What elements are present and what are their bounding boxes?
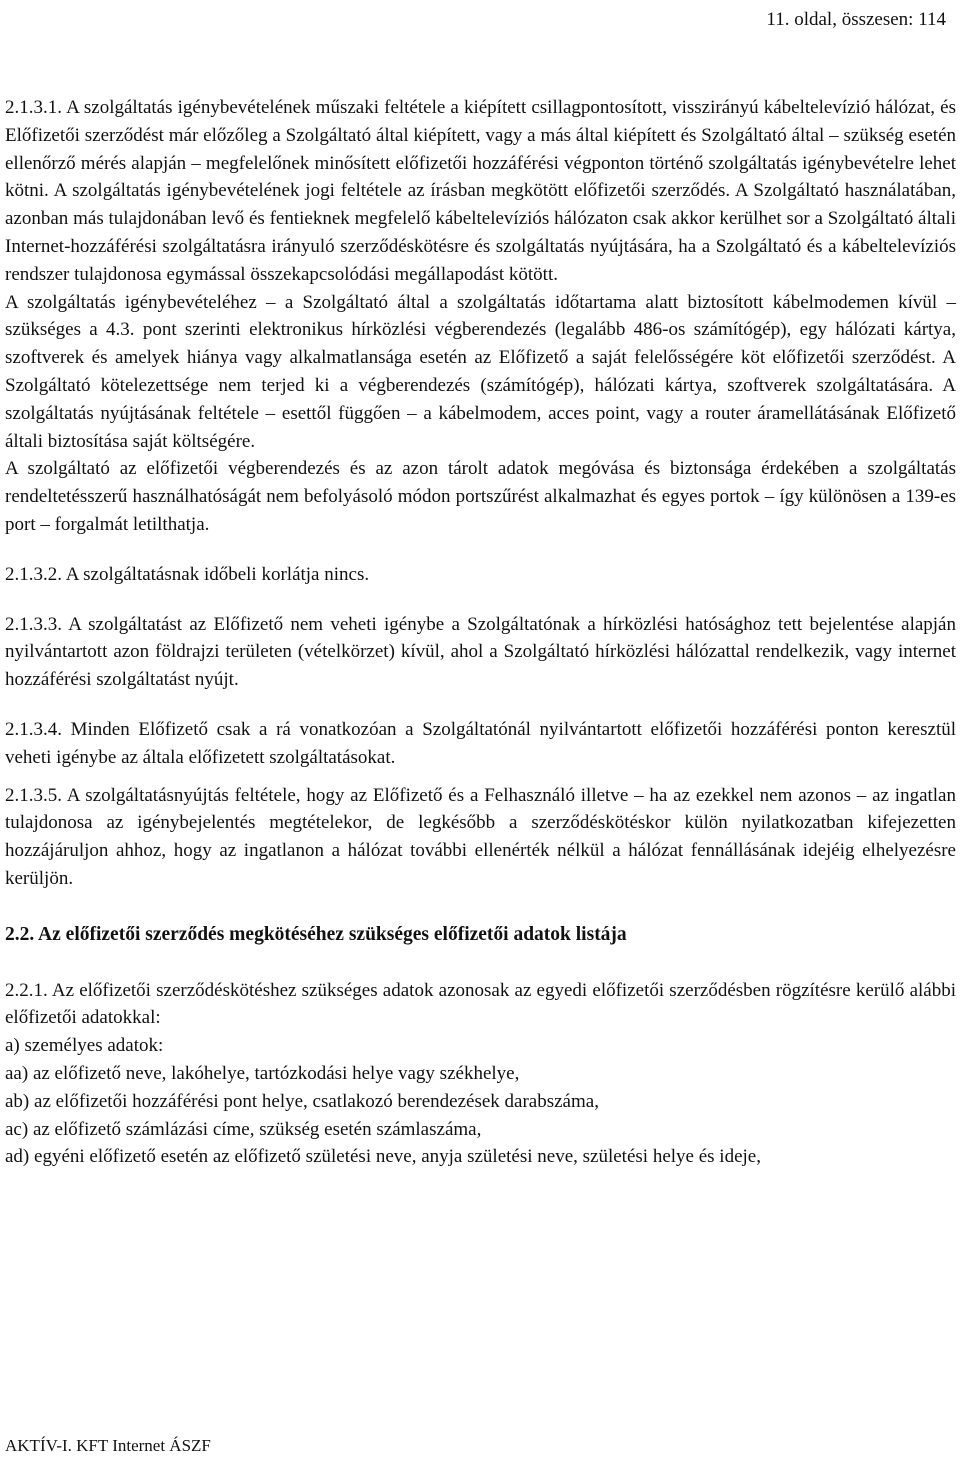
paragraph-2-1-3-1-port-filtering: A szolgáltató az előfizetői végberendezés és az azon tárolt adatok megóvása és biztonsága érdekében a szolgáltatás rendeltetésszerű használhatóságát nem befolyásoló módon portszűrést alkalmazhat és egyes portok – így különösen a 139-es port – forgalmát letilthatja. <box>5 458 956 535</box>
paragraph-2-1-3-1-requirements: A szolgáltatás igénybevételéhez – a Szolgáltató által a szolgáltatás időtartama alatt biztosított kábelmodemen kívül – szükséges a 4.3. pont szerinti elektronikus hírközlési végberendezés (legalább 486-os számítógép), egy hálózati kártya, szoftverek és amelyek hiánya vagy alkalmatlansága esetén az Előfizető a saját felelősségére köt előfizetői szerződést. A Szolgáltató kötelezettsége nem terjed ki a végberendezés (számítógép), hálózati kártya, szoftverek szolgáltatására. A szolgáltatás nyújtásának feltétele – esettől függően – a kábelmodem, acces point, vagy a router áramellátásának Előfizető általi biztosítása saját költségére. <box>5 291 956 452</box>
list-item-ad: ad) egyéni előfizető esetén az előfizető születési neve, anyja születési neve, születési helye és ideje, <box>5 1146 761 1168</box>
document-body <box>5 94 956 1171</box>
list-item-ac: ac) az előfizető számlázási címe, szükség esetén számlaszáma, <box>5 1118 482 1140</box>
list-item-a: a) személyes adatok: <box>5 1035 164 1057</box>
page-number: 11. oldal, összesen: 114 <box>766 9 946 30</box>
paragraph-2-1-3-2: 2.1.3.2. A szolgáltatásnak időbeli korlátja nincs. <box>5 563 370 585</box>
page-footer: AKTÍV-I. KFT Internet ÁSZF <box>5 1436 211 1455</box>
section-heading-2-2: 2.2. Az előfizetői szerződés megkötéséhez szükséges előfizetői adatok listája <box>5 923 627 945</box>
paragraph-2-1-3-5: 2.1.3.5. A szolgáltatásnyújtás feltétele, hogy az Előfizető és a Felhasználó illetve – ha az ezekkel nem azonos – az ingatlan tulajdonosa az igénybejelentés megtételekor, de legkésőbb a szerződéskötéskor külön nyilatkozatban kifejezetten hozzájáruljon ahhoz, hogy az ingatlanon a hálózat további ellenérték nélkül a hálózat fennállásának idejéig elhelyezésre kerüljön. <box>5 784 956 889</box>
paragraph-2-1-3-3: 2.1.3.3. A szolgáltatást az Előfizető nem veheti igénybe a Szolgáltatónak a hírközlési hatósághoz tett bejelentése alapján nyilvántartott azon földrajzi területen (vételkörzet) kívül, ahol a Szolgáltató hírközlési hálózattal rendelkezik, vagy internet hozzáférési szolgáltatást nyújt. <box>5 613 956 691</box>
list-item-aa: aa) az előfizető neve, lakóhelye, tartózkodási helye vagy székhelye, <box>5 1062 520 1084</box>
paragraph-2-2-1: 2.2.1. Az előfizetői szerződéskötéshez szükséges adatok azonosak az egyedi előfizetői szerződésben rögzítésre kerülő alábbi előfizetői adatokkal: <box>5 979 956 1029</box>
paragraph-2-1-3-4: 2.1.3.4. Minden Előfizető csak a rá vonatkozóan a Szolgáltatónál nyilvántartott előfizetői hozzáférési ponton keresztül veheti igénybe az általa előfizetett szolgáltatásokat. <box>5 718 956 768</box>
list-item-ab: ab) az előfizetői hozzáférési pont helye, csatlakozó berendezések darabszáma, <box>5 1090 599 1112</box>
paragraph-2-1-3-1: 2.1.3.1. A szolgáltatás igénybevételének műszaki feltétele a kiépített csillagpontosított, visszirányú kábeltelevízió hálózat, és Előfizetői szerződést már előzőleg a Szolgáltató által kiépített, vagy a más által kiépített és Szolgáltató által – szükség esetén ellenőrző mérés alapján – megfelelőnek minősített előfizetői hozzáférési végponton történő szolgáltatás igénybevételre lehet kötni. A szolgáltatás igénybevételének jogi feltétele az írásban megkötött előfizetői szerződés. A Szolgáltató használatában, azonban más tulajdonában levő és fentieknek megfelelő kábeltelevíziós hálózaton csak akkor kerülhet sor a Szolgáltató általi Internet-hozzáférési szolgáltatásra irányuló szerződéskötésre és szolgáltatás nyújtására, ha a Szolgáltató és a kábeltelevíziós rendszer tulajdonosa egymással összekapcsolódási megállapodást kötött. <box>5 97 956 285</box>
